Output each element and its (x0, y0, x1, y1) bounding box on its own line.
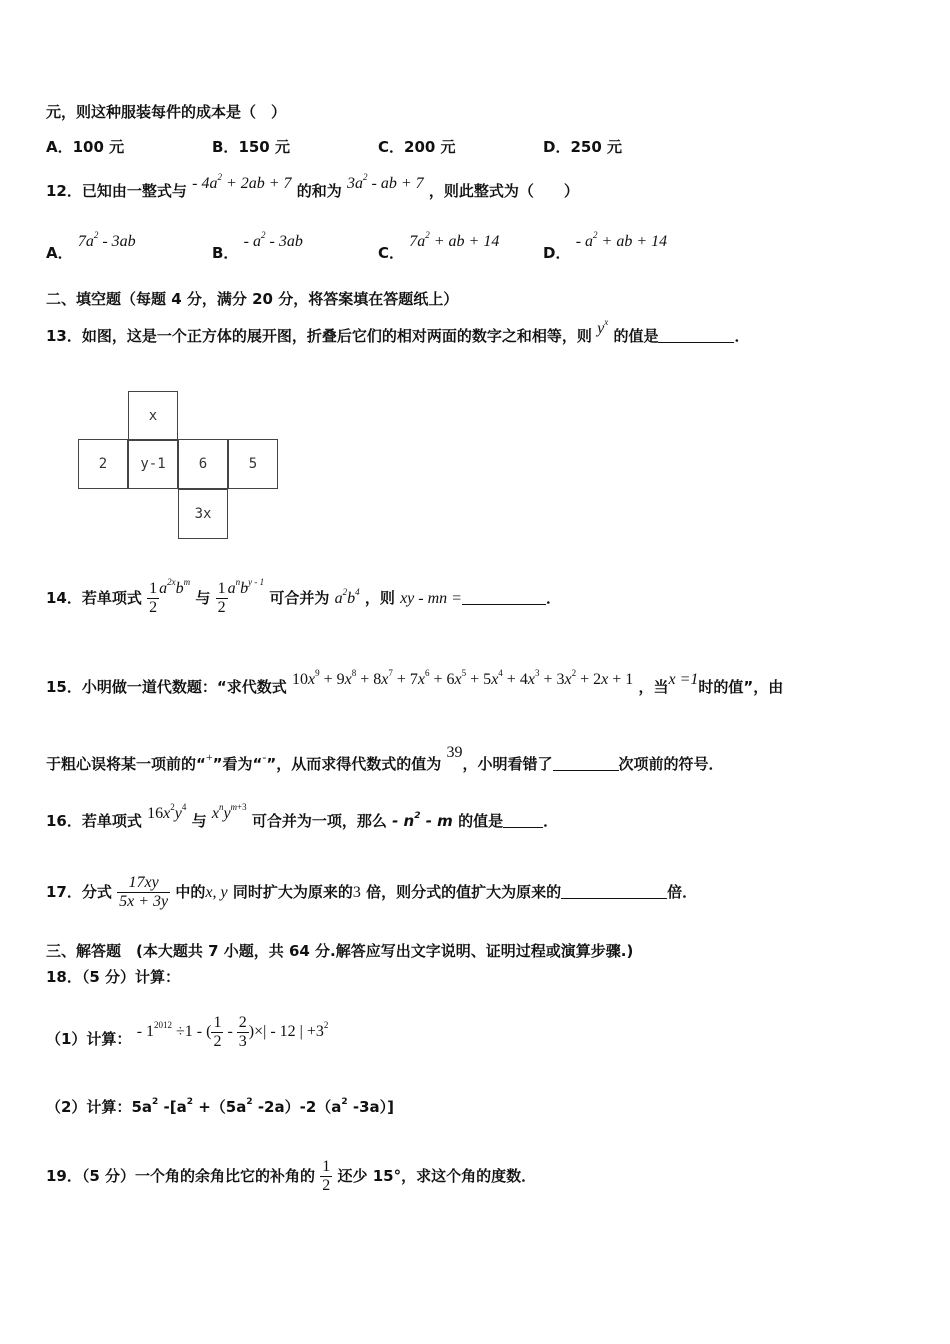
q18-title: 18．（5 分）计算： (46, 968, 181, 986)
q14-stem: 14．若单项式 $\frac{1}{2}$ $a^{2x}b^m$ 与 $\frac{1}{2}$ $a^nb^{y - 1}$ 可合并为 $a^2b^4$ ，则 xy - mn = ． (46, 577, 561, 616)
q12-stem: 12．已知由一整式与 - $4a^2 + 2ab + 7$ 的和为 $3a^2$ - ab + 7 ，则此整式为（ ） (46, 172, 579, 200)
q15-stem-line1: 15．小明做一道代数题：“求代数式 $10x^9 + 9x^8 + 8x^7 + 7x^6 + 6x^5 + 5x^4 + 4x^3 + 3x^2 + 2x + 1$ ，当x =1时的值”，由 (46, 668, 784, 696)
q18-part2: （2）计算：$5a^2$ $-[a^2 +(5a^2$ $-2a)-2(a^2$ -3a）] (46, 1097, 395, 1116)
cube-face-3: 6 (178, 439, 228, 489)
q11-option-d: D．250 元 (543, 138, 622, 156)
cube-face-1: 2 (78, 439, 128, 489)
q15-stem-line2: 于粗心误将某一项前的“+”看为“-”，从而求得代数式的值为 39，小明看错了 次项前的符号． (46, 744, 724, 773)
q11-option-c: C．200 元 (378, 138, 456, 156)
q17-stem: 17．分式 $\frac{17xy}{5x + 3y}$ 中的x, y 同时扩大为原来的3 倍，则分式的值扩大为原来的 倍． (46, 874, 698, 910)
cube-net-figure (77, 391, 282, 546)
q11-option-b: B．150 元 (212, 138, 290, 156)
q11-option-a: A．100 元 (46, 138, 125, 156)
q12-option-b: B． - $a^2 - 3ab$ (212, 230, 303, 262)
q18-part1: （1）计算： - $1^{2012} \div 1$ - ( $\frac{1}{2}$ - $\frac{2}{3}$ )×| - 12 | $+3^2$ (46, 1014, 329, 1050)
q11-continuation: 元，则这种服装每件的成本是（ ） (46, 103, 287, 121)
q19-stem: 19．（5 分）一个角的余角比它的补角的 $\frac{1}{2}$ 还少 15°，求这个角的度数． (46, 1158, 537, 1194)
cube-face-bottom: 3x (178, 489, 228, 539)
q12-option-d: D． - $a^2$ + ab + 14 (543, 230, 668, 262)
q12-option-c: C． $7a^2$ + ab + 14 (378, 230, 500, 262)
q13-stem: 13．如图，这是一个正方体的展开图，折叠后它们的相对两面的数字之和相等，则 $y^x$ 的值是 ． (46, 317, 750, 345)
cube-face-4: 5 (228, 439, 278, 489)
q16-stem: 16．若单项式 $16x^2y^4$ 与 $x^ny^{m+3}$ 可合并为一项，那么 - $n^2$ - m 的值是 ． (46, 802, 559, 830)
section-2-heading: 二、填空题（每题 4 分，满分 20 分，将答案填在答题纸上） (46, 290, 459, 308)
section-3-heading: 三、解答题 (本大题共 7 小题，共 64 分.解答应写出文字说明、证明过程或演算步骤.) (46, 942, 634, 960)
q12-option-a: A． $7a^2 - 3ab$ (46, 230, 136, 262)
cube-face-top: x (128, 391, 178, 441)
cube-face-2: y-1 (128, 439, 178, 489)
